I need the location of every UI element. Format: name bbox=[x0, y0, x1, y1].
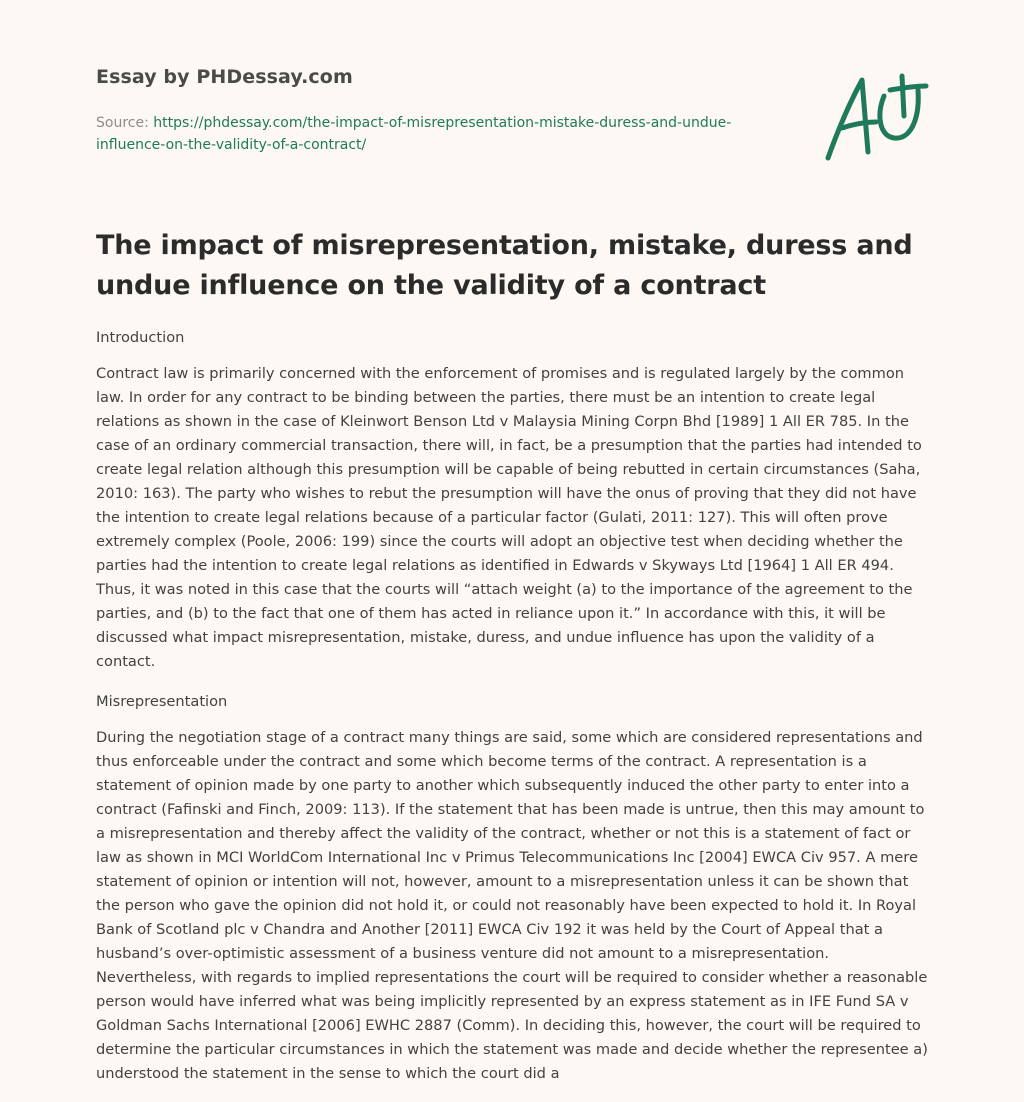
a-plus-logo-graphic bbox=[818, 68, 930, 166]
section-heading-misrepresentation: Misrepresentation bbox=[96, 693, 228, 710]
section-heading-introduction: Introduction bbox=[96, 329, 185, 346]
source-label: Source: bbox=[96, 115, 154, 131]
paragraph-introduction: Contract law is primarily concerned with the enforcement of promises and is regulated largely by the common law. In order for any contract to be binding between the parties, there must be an intention to create legal relations as shown in the case of Kleinwort Benson Ltd v Malaysia Mining Corpn Bhd [1989] 1 All ER 785. In the case of an ordinary commercial transaction, there will, in fact, be a presumption that the parties had intended to create legal relation although this presumption will be capable of being rebutted in certain circumstances (Saha, 2010: 163). The party who wishes to rebut the presumption will have the onus of proving that they did not have the intention to create legal relations because of a particular factor (Gulati, 2011: 127). This will often prove extremely complex (Poole, 2006: 199) since the courts will adopt an objective test when deciding whether the parties had the intention to create legal relations as identified in Edwards v Skyways Ltd [1964] 1 All ER 494. Thus, it was noted in this case that the courts will “attach weight (a) to the importance of the agreement to the parties, and (b) to the fact that one of them has acted in reliance upon it.” In accordance with this, it will be discussed what impact misrepresentation, mistake, duress, and undue influence has upon the validity of a contact. bbox=[96, 365, 922, 670]
source-link[interactable]: https://phdessay.com/the-impact-of-misrepresentation-mistake-duress-and-undue-influence-on-the-validity-of-a-contract/ bbox=[96, 115, 732, 153]
site-brand: Essay by PHDessay.com bbox=[96, 66, 353, 88]
paragraph-misrepresentation: During the negotiation stage of a contract many things are said, some which are considered representations and thus enforceable under the contract and some which become terms of the contract. A representation is a statement of opinion made by one party to another which subsequently induced the other party to enter into a contract (Fafinski and Finch, 2009: 113). If the statement that has been made is untrue, then this may amount to a misrepresentation and thereby affect the validity of the contract, whether or not this is a statement of fact or law as shown in MCI WorldCom International Inc v Primus Telecommunications Inc [2004] EWCA Civ 957. A mere statement of opinion or intention will not, however, amount to a misrepresentation unless it can be shown that the person who gave the opinion did not hold it, or could not reasonably have been expected to hold it. In Royal Bank of Scotland plc v Chandra and Another [2011] EWCA Civ 192 it was held by the Court of Appeal that a husband’s over-optimistic assessment of a business venture did not amount to a misrepresentation. Nevertheless, with regards to implied representations the court will be required to consider whether a reasonable person would have inferred what was being implicitly represented by an express statement as in IFE Fund SA v Goldman Sachs International [2006] EWHC 2887 (Comm). In deciding this, however, the court will be required to determine the particular circumstances in which the statement was made and decide whether the representee a) understood the statement in the sense to which the court did a bbox=[96, 729, 928, 1082]
a-plus-logo-icon bbox=[818, 68, 930, 166]
essay-title: The impact of misrepresentation, mistake, duress and undue influence on the validity of a contract bbox=[96, 230, 913, 301]
essay-body bbox=[96, 326, 930, 1102]
source-line bbox=[96, 112, 776, 156]
